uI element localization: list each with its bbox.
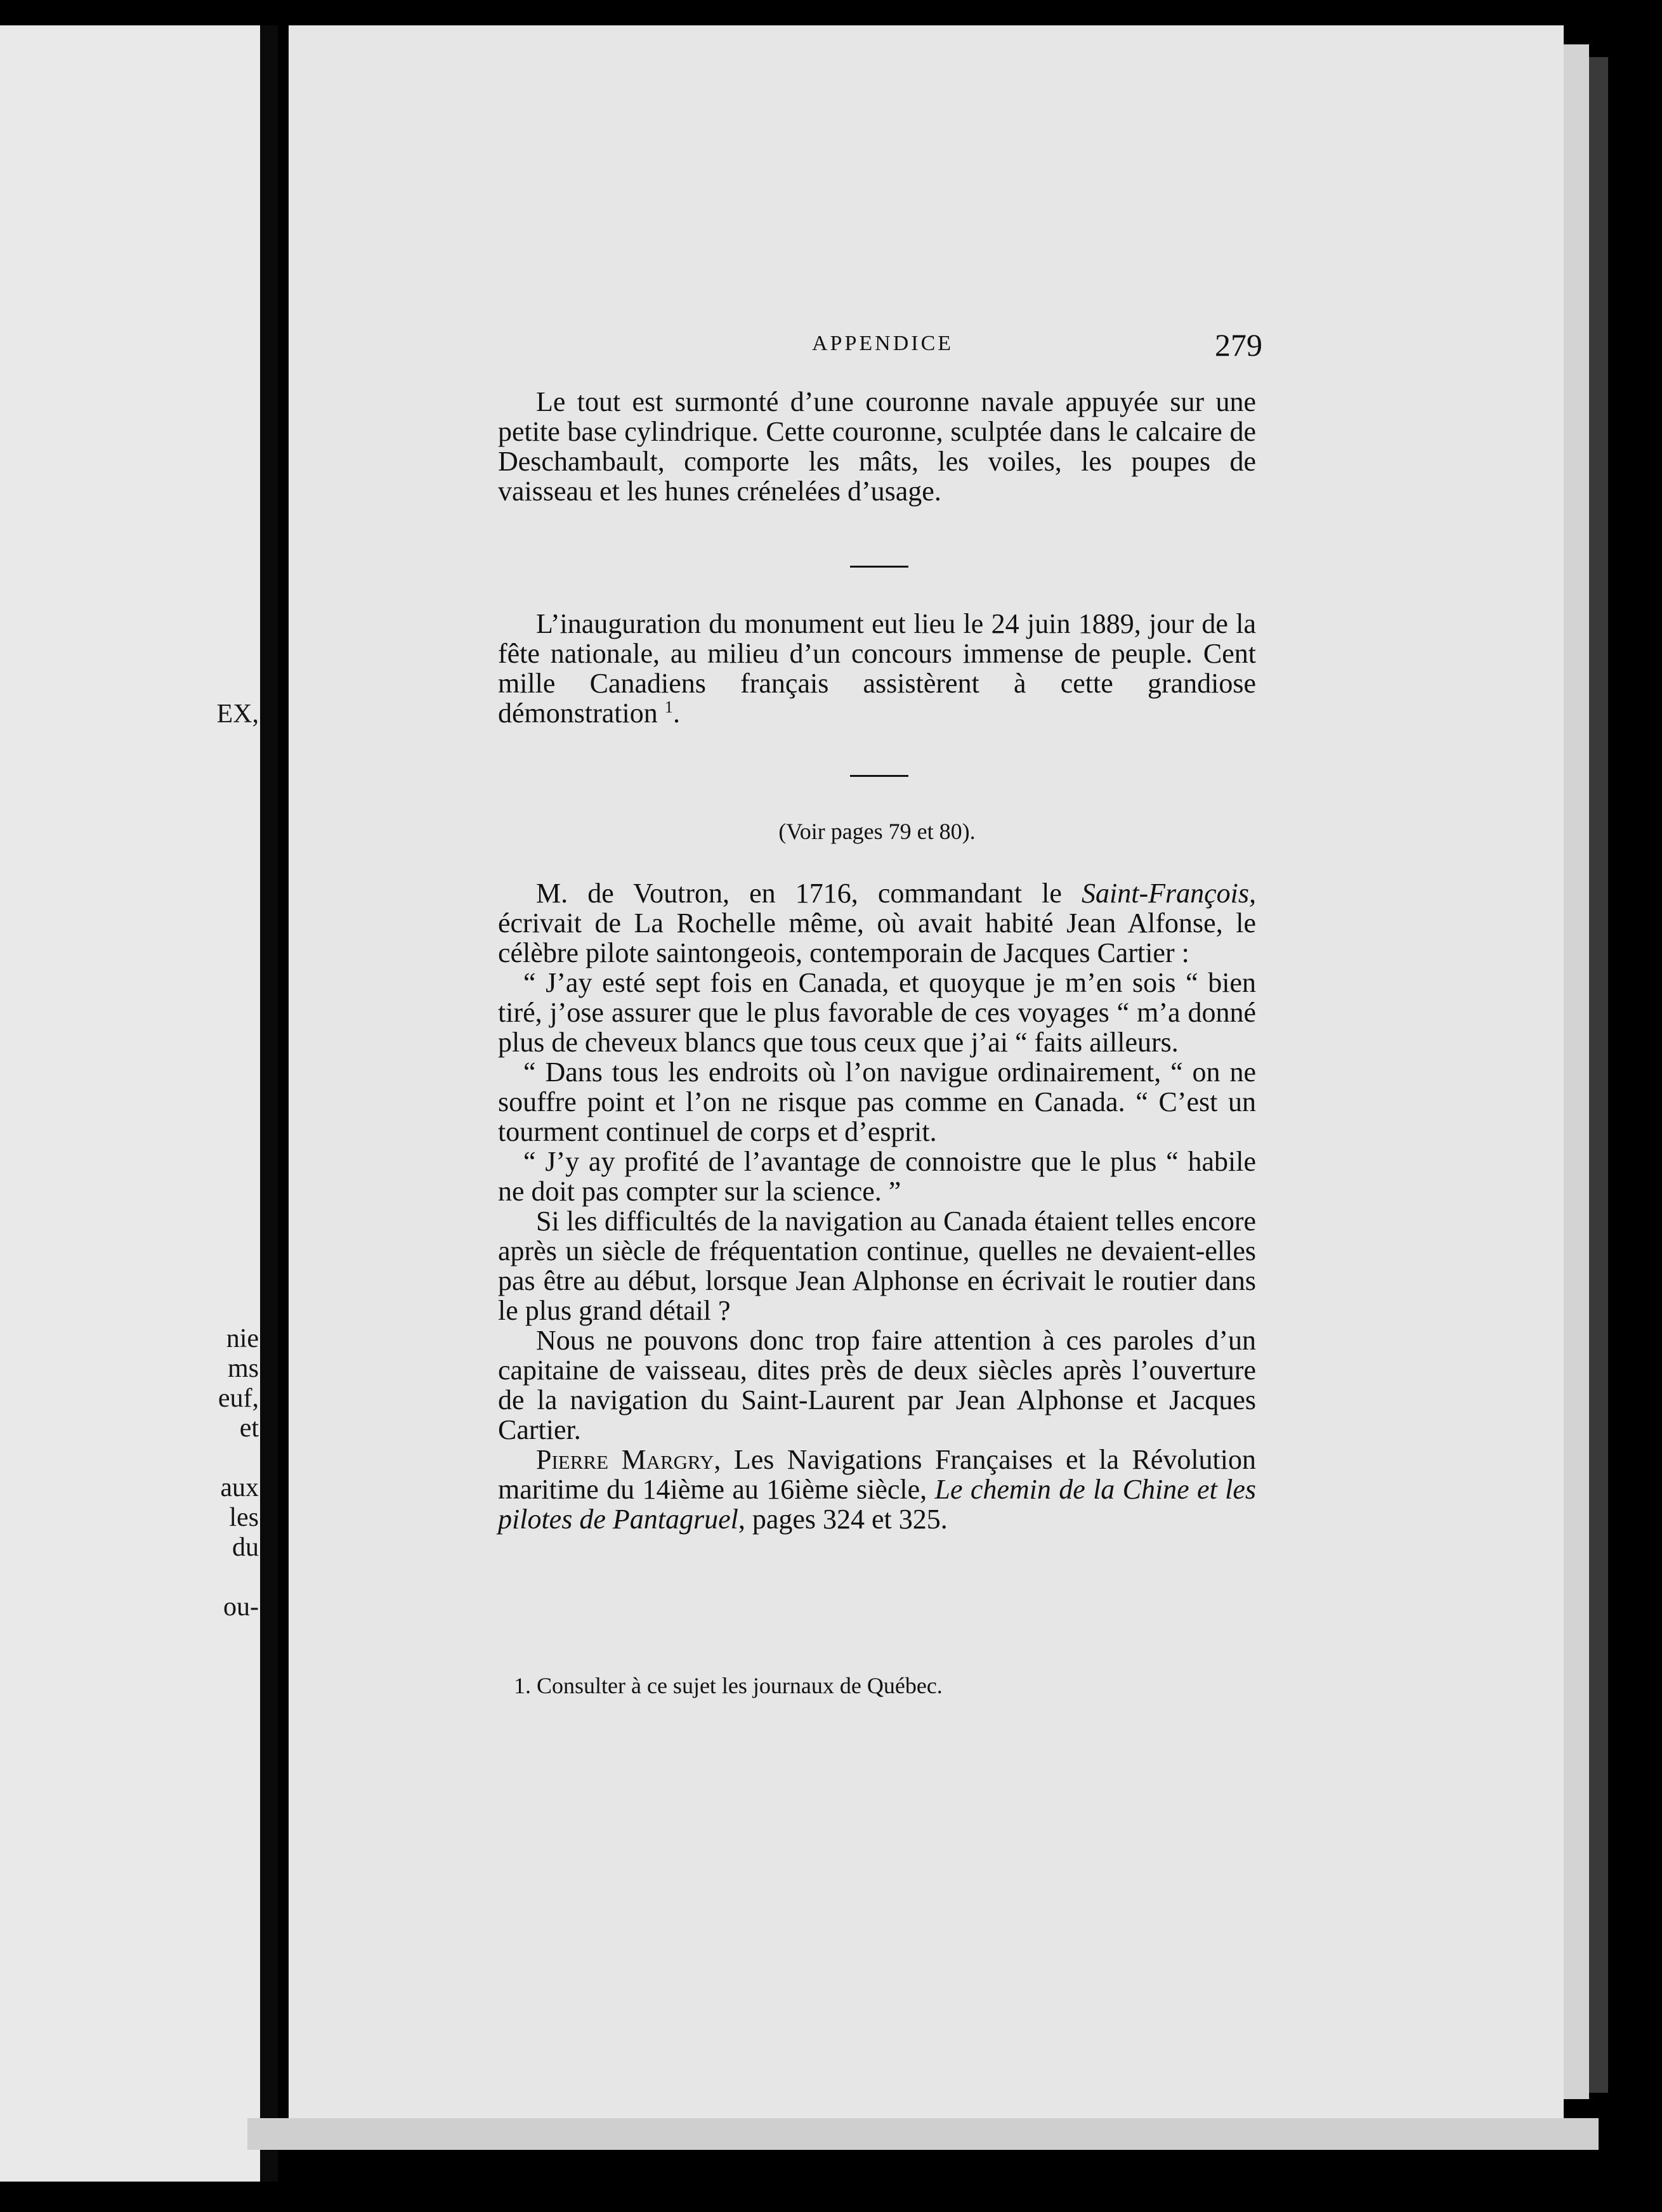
page-bottom-edge [247,2118,1599,2150]
citation-pages: , pages 324 et 325. [738,1504,948,1535]
section-divider [850,775,908,777]
citation-text: , Les Navigations Françaises et la Révolution maritime du 14ième au 16ième siècle, [498,1444,1257,1505]
running-title: APPENDICE [812,332,954,355]
section-divider [850,566,908,568]
book-cover-edge [1589,57,1608,2093]
citation-author: Pierre Margry [536,1444,714,1475]
quote-paragraph: “ J’y ay profité de l’avantage de connoistre que le plus “ habile ne doit pas compter sur la science. ” [498,1146,1256,1207]
book-gutter [260,25,278,2182]
paragraph: Si les difficultés de la navigation au Canada étaient telles encore après un siècle de fréquentation continue, quelles ne devaient-elles pas être au début, lorsque Jean Alphonse en écrivait le routier dans le plus grand détail ? [498,1206,1256,1326]
left-page-line-fragment: aux [220,1473,259,1502]
left-page-line-fragment: et [239,1414,259,1443]
ship-name: Saint-François, [1082,878,1256,909]
paragraph: Le tout est surmonté d’une couronne navale appuyée sur une petite base cylindrique. Cette couronne, sculptée dans le calcaire de Deschambault, comporte les mâts, les voiles, les poupes de vaisseau et les hunes crénelées d’usage. [498,386,1256,507]
page-reference-caption: (Voir pages 79 et 80). [778,819,976,844]
paragraph-intro [498,878,1256,968]
left-page-line-fragment: les [229,1503,259,1532]
left-page-line-fragment: ou- [223,1592,259,1622]
end-punct: . [672,698,680,729]
footnote-ref: 1 [664,697,673,717]
quote-paragraph: “ J’ay esté sept fois en Canada, et quoyque je m’en sois “ bien tiré, j’ose assurer que le plus favorable de ces voyages “ m’a donné plus de cheveux blancs que tous ceux que j’ai “ faits ailleurs. [498,967,1256,1058]
paragraph [498,609,1256,728]
section-voutron [498,878,1256,1534]
section-crown-description [498,387,1256,506]
left-page-line-fragment: du [232,1533,259,1562]
left-page-line-fragment: euf, [218,1384,259,1413]
intro-text-cont: écrivait de La Rochelle même, où avait habité Jean Alfonse, le célèbre pilote saintongeois, contemporain de Jacques Cartier : [498,908,1256,968]
left-page-line-fragment: nie [226,1324,259,1353]
citation-title: Le chemin de la Chine et les pilotes de Pantagruel [498,1474,1256,1535]
paragraph: Nous ne pouvons donc trop faire attention à ces paroles d’un capitaine de vaisseau, dites près de deux siècles après l’ouverture de la navigation du Saint-Laurent par Jean Alphonse et Jacques Cartier. [498,1325,1256,1445]
left-page-line-fragment: ms [227,1354,259,1383]
page-stack-edge [1564,44,1589,2099]
running-head [501,327,1262,365]
left-page-line-fragment: EX, [216,699,259,729]
page-number: 279 [1215,327,1262,363]
citation [498,1445,1256,1534]
section-inauguration [498,609,1256,728]
quote-paragraph: “ Dans tous les endroits où l’on navigue ordinairement, “ on ne souffre point et l’on ne risque pas comme en Canada. “ C’est un tourment continuel de corps et d’esprit. [498,1057,1256,1147]
footnote: 1. Consulter à ce sujet les journaux de Québec. [514,1673,943,1698]
paragraph-text: L’inauguration du monument eut lieu le 24 juin 1889, jour de la fête nationale, au milieu d’un concours immense de peuple. Cent mille Canadiens français assistèrent à cette grandiose démonstration [498,608,1256,729]
intro-text: M. de Voutron, en 1716, commandant le [536,878,1082,909]
previous-page-strip [0,25,273,2182]
